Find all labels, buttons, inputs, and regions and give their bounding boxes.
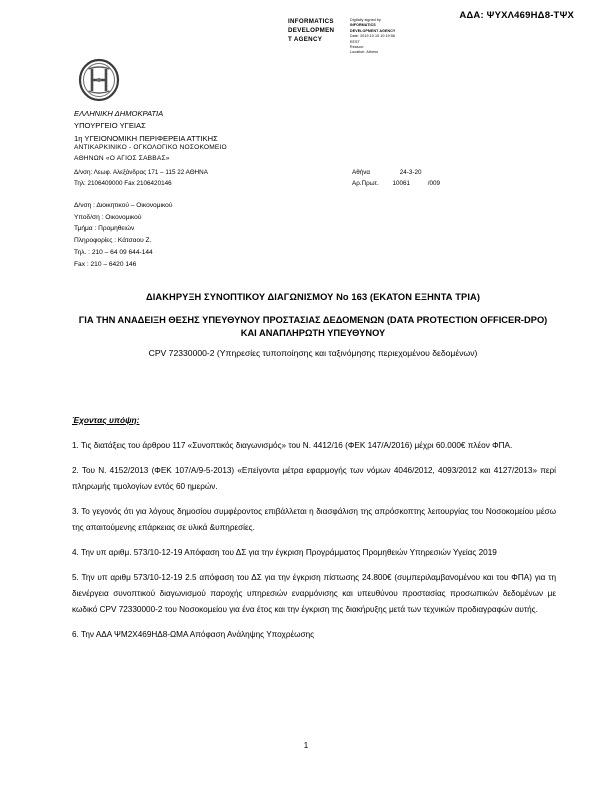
authority-line-1: ΕΛΛΗΝΙΚΗ ΔΗΜΟΚΡΑΤΙΑ — [74, 109, 164, 118]
city-label: Αθήνα — [352, 169, 370, 176]
page-number: 1 — [303, 741, 309, 750]
authority-line-3: 1η ΥΓΕΙΟΝΟΜΙΚΗ ΠΕΡΙΦΕΡΕΙΑ ΑΤΤΙΚΗΣ — [74, 133, 218, 143]
department-line-1: Υποδ/ση : Οικονομικού — [74, 213, 142, 221]
signature-detail-1: INFORMATICS — [350, 23, 376, 28]
department-line-3: Πληροφορίες : Κάτσαου Ζ. — [74, 237, 152, 245]
title-line-1: ΔΙΑΚΗΡΥΞΗ ΣΥΝΟΠΤΙΚΟΥ ΔΙΑΓΩΝΙΣΜΟΥ Νο 163 (ΕΚΑΤΟΝ ΕΞΗΝΤΑ ΤΡΙΑ) — [145, 292, 481, 302]
signature-detail-3: Date: 2019.10.15 10:19:56 — [350, 34, 396, 39]
hospital-name — [74, 142, 227, 164]
document-meta — [352, 168, 440, 189]
department-info — [74, 200, 172, 270]
title-line-2: ΓΙΑ ΤΗΝ ΑΝΑΔΕΙΞΗ ΘΕΣΗΣ ΥΠΕΥΘΥΝΟΥ ΠΡΟΣΤΑΣΙΑΣ ΔΕΔΟΜΕΝΩΝ (DATA PROTECTION OFFICER-DPO) ΚΑΙ ΑΝΑΠΛΗΡΩΤΗ ΥΠΕΥΘΥΝΟΥ — [78, 315, 548, 339]
body-heading: Έχοντας υπόψη: — [72, 415, 140, 425]
body-paragraph-5: 5. Την υπ αριθμ 573/10-12-19 2.5 απόφαση του ΔΣ για την έγκριση πίστωσης 24.800€ (συμπεριλαμβανομένου και του ΦΠΑ) για τη διενέργεια συνοπτικού διαγωνισμού παροχής υπηρεσιών εναρμόνισης και υπευθύνου προστασίας προσωπικών δεδομένων με κωδικό CPV 72330000-2 του Νοσοκομείου για ένα έτος και την έγκριση της διακήρυξης μετά των τεχνικών προδιαγραφών αυτής. — [72, 573, 556, 615]
digital-signature-block — [288, 18, 420, 56]
address-label: Δ/νση: — [74, 169, 93, 176]
department-line-0: Δ/νση : Διοικητικού – Οικονομικού — [74, 202, 173, 209]
protocol-row — [352, 179, 440, 190]
document-body — [72, 412, 556, 652]
authority-line-2: ΥΠΟΥΡΓΕΙΟ ΥΓΕΙΑΣ — [74, 121, 146, 131]
protocol-label: Αρ.Πρωτ. — [352, 179, 379, 187]
body-paragraph-2: 2. Του Ν. 4152/2013 (ΦΕΚ 107/Α/9-5-2013) «Επείγοντα μέτρα εφαρμογής των νόμων 4046/2012, 4093/2012 και 4127/2013» περί πληρωμής τιμολογίων εντός 60 ημερών. — [72, 466, 556, 492]
city-date-row — [352, 168, 440, 179]
signature-agency-line-1: INFORMATICS — [288, 18, 334, 25]
signature-detail-2: DEVELOPMENT AGENCY — [350, 28, 396, 33]
national-emblem-icon — [78, 58, 120, 102]
authority-header — [74, 108, 218, 145]
signature-agency-name — [288, 18, 344, 45]
protocol-suffix: /009 — [427, 179, 441, 187]
body-paragraph-3: 3. Το γεγονός ότι για λόγους δημοσίου συμφέροντος επιβάλλεται η διασφάλιση της απρόσκοπτης λειτουργίας του Νοσοκομείου μέσω της απαιτούμενης επάρκειας σε υλικά &υπηρεσίες. — [72, 507, 556, 533]
hospital-name-line-1: ΑΝΤΙΚΑΡΚΙΝΙΚΟ - ΟΓΚΟΛΟΓΙΚΟ ΝΟΣΟΚΟΜΕΙΟ — [74, 144, 227, 151]
department-line-5: Fax : 210 – 6420 146 — [74, 260, 137, 268]
protocol-number: 10061 — [392, 179, 410, 187]
phone-fax-line: Τηλ: 2106409000 Fax 2106420146 — [74, 179, 172, 187]
signature-detail-4: EEST — [350, 39, 360, 44]
title-line-3: CPV 72330000-2 (Υπηρεσίες τυποποίησης και ταξινόμησης περιεχομένου δεδομένων) — [148, 347, 478, 358]
body-paragraph-1: 1. Τις διατάξεις του άρθρου 117 «Συνοπτικός διαγωνισμός» του Ν. 4412/16 (ΦΕΚ 147/Α/2016) μέχρι 60.000€ πλέον ΦΠΑ. — [72, 441, 513, 451]
signature-detail-6: Location: Athens — [350, 50, 379, 55]
ada-signature-line: ΑΔΑ: ΨΥΧΛ469ΗΔ8-ΤΨΧ — [459, 10, 574, 21]
hospital-name-line-2: ΑΘΗΝΩΝ «Ο ΑΓΙΟΣ ΣΑΒΒΑΣ» — [74, 155, 170, 163]
address-value: Λεωφ. Αλεξάνδρας 171 – 115 22 ΑΘΗΝΑ — [93, 169, 208, 176]
department-line-4: Τηλ. : 210 – 64 09 644-144 — [74, 248, 153, 256]
signature-detail-0: Digitally signed by — [350, 18, 381, 22]
signature-details — [350, 18, 420, 56]
document-title-block — [70, 292, 556, 359]
body-paragraph-6: 6. Την ΑΔΑ ΨΜ2Χ469ΗΔ8-ΩΜΑ Απόφαση Ανάληψης Υποχρέωσης — [72, 630, 315, 640]
department-line-2: Τμήμα : Προμηθειών — [74, 225, 135, 233]
body-paragraph-4: 4. Την υπ αριθμ. 573/10-12-19 Απόφαση του ΔΣ για την έγκριση Προγράμματος Προμηθειών Υπηρεσιών Υγείας 2019 — [72, 548, 497, 558]
signature-agency-line-2: DEVELOPMEN — [288, 26, 335, 34]
signature-detail-5: Reason: — [350, 44, 365, 49]
hospital-address — [74, 168, 208, 189]
date-value: 24-3-20 — [399, 169, 422, 176]
signature-agency-line-3: T AGENCY — [288, 35, 323, 43]
address-line — [74, 168, 208, 179]
